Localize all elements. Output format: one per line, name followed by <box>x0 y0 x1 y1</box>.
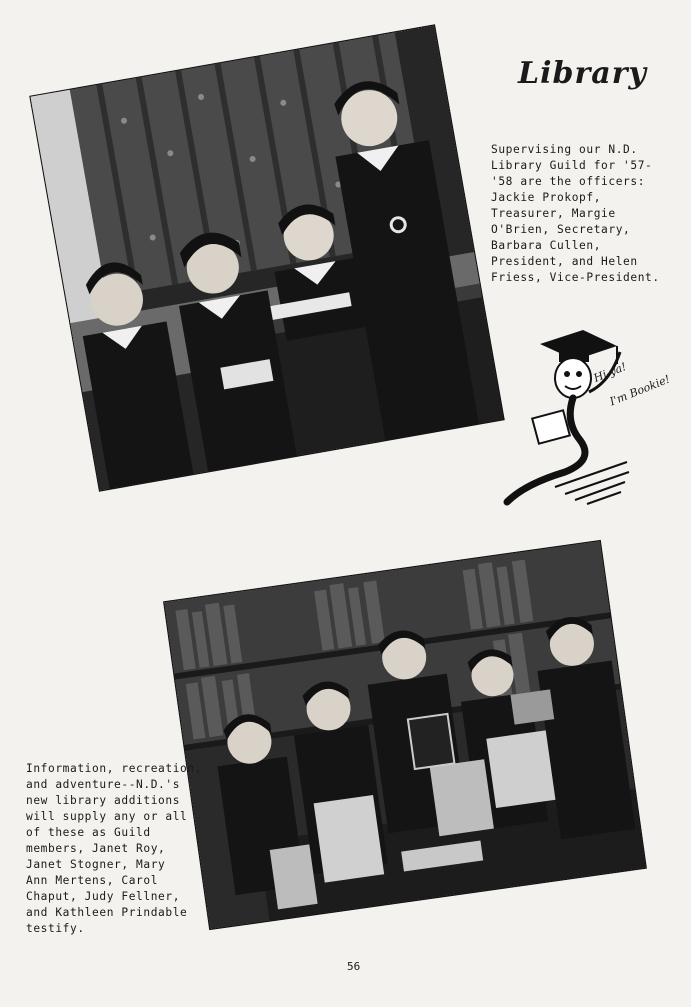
caption-line: Library Guild for '57- <box>491 159 653 172</box>
caption-line: Information, recreation, <box>26 762 203 775</box>
guild-members-photo <box>164 541 646 929</box>
members-caption <box>26 761 202 937</box>
caption-line: Jackie Prokopf, <box>491 191 602 204</box>
caption-line: '58 are the officers: <box>491 175 646 188</box>
bookworm-mascot-icon <box>495 322 645 517</box>
mascot-name: I'm Bookie! <box>607 372 672 409</box>
caption-line: Friess, Vice-President. <box>491 271 660 284</box>
caption-line: O'Brien, Secretary, <box>491 223 631 236</box>
caption-line: and Kathleen Prindable <box>26 906 188 919</box>
caption-line: members, Janet Roy, <box>26 842 166 855</box>
officers-caption <box>491 142 660 286</box>
officers-photo <box>30 25 503 490</box>
caption-line: Treasurer, Margie <box>491 207 616 220</box>
caption-line: testify. <box>26 922 85 935</box>
caption-line: new library additions <box>26 794 181 807</box>
caption-line: Janet Stogner, Mary <box>26 858 166 871</box>
mascot-greeting: Hi-ya! <box>591 360 629 385</box>
caption-line: Barbara Cullen, <box>491 239 602 252</box>
caption-line: President, and Helen <box>491 255 638 268</box>
caption-line: Ann Mertens, Carol <box>26 874 159 887</box>
page-title: Library <box>518 56 647 91</box>
caption-line: of these as Guild <box>26 826 151 839</box>
caption-line: Chaput, Judy Fellner, <box>26 890 181 903</box>
caption-line: Supervising our N.D. <box>491 143 638 156</box>
caption-line: will supply any or all <box>26 810 188 823</box>
caption-line: and adventure--N.D.'s <box>26 778 181 791</box>
page-number: 56 <box>347 960 361 973</box>
